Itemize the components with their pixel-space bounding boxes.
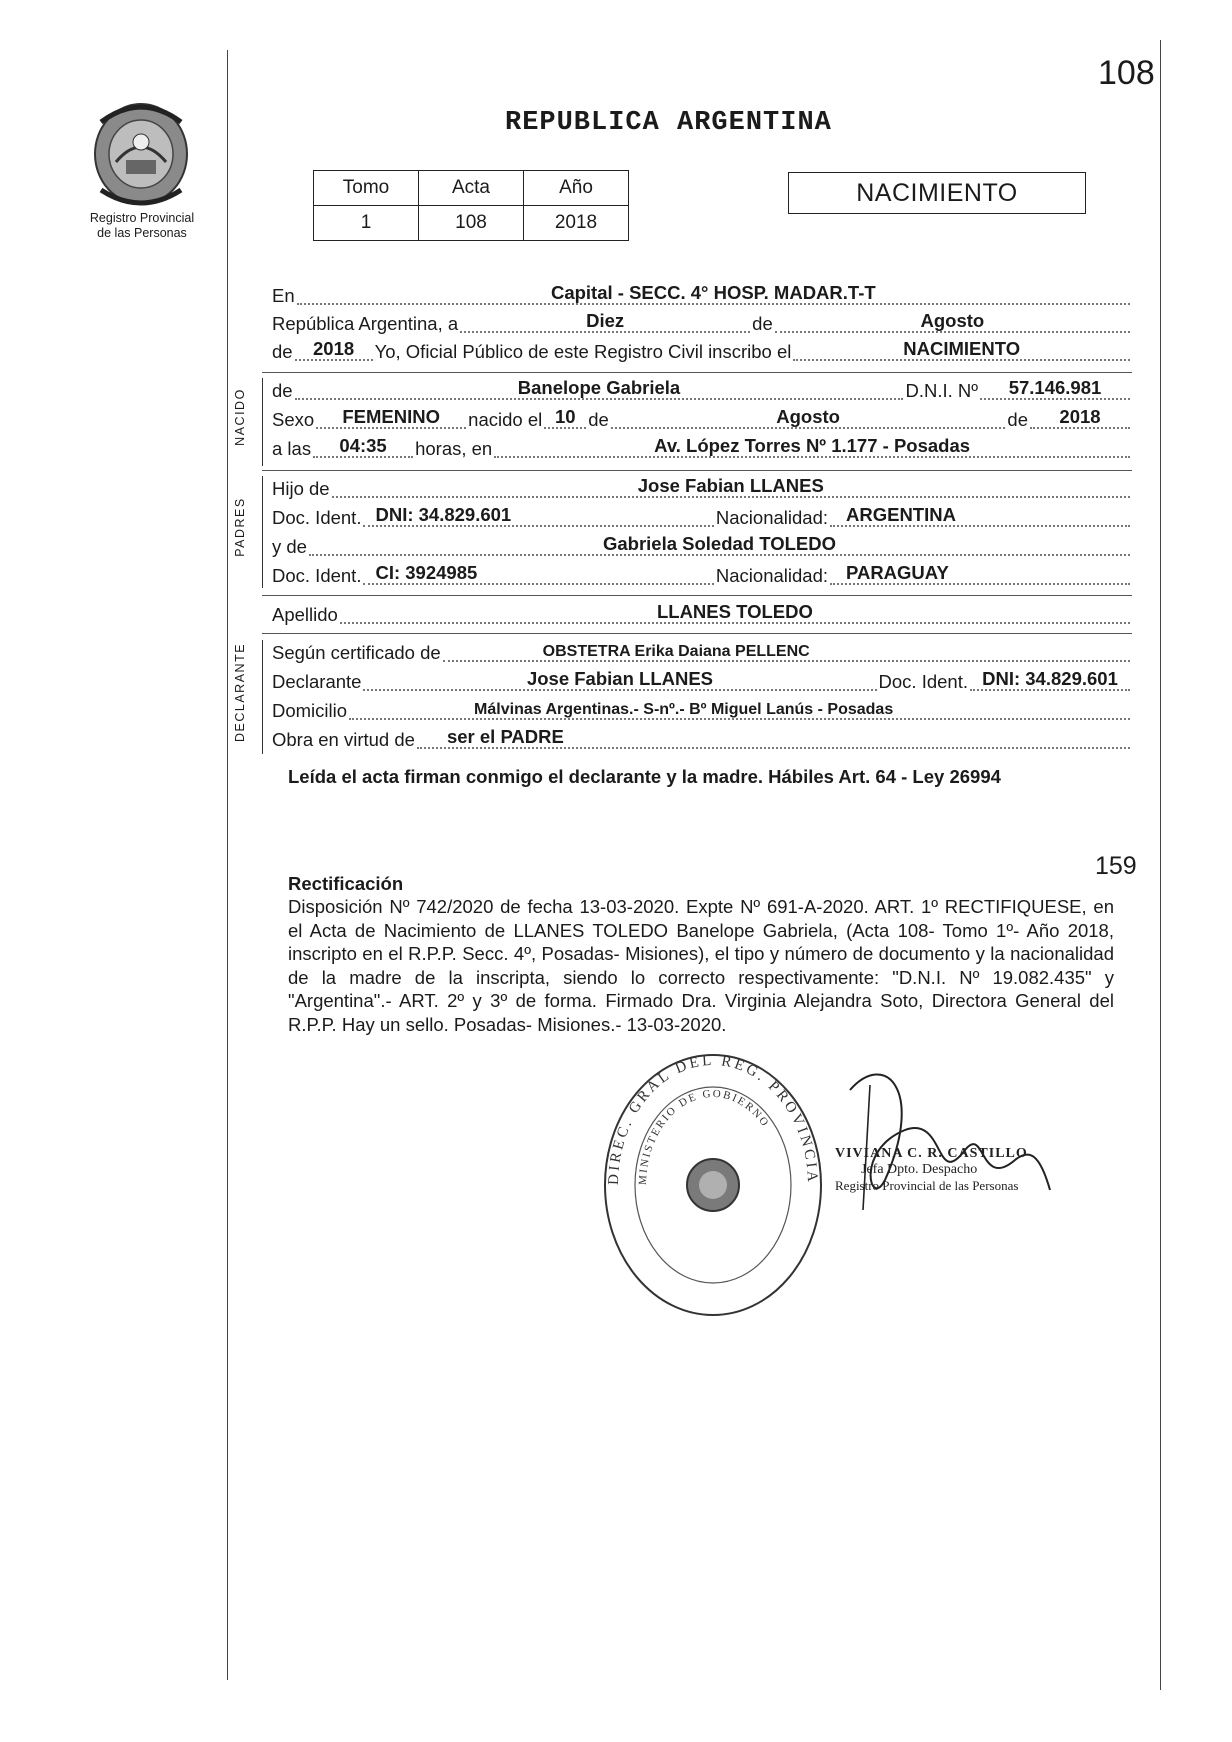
registry-line-2: de las Personas	[97, 226, 187, 240]
folio-number: 159	[1095, 852, 1137, 880]
row-sexo	[272, 407, 1132, 433]
padres-label: PADRES	[233, 497, 247, 557]
birth-de-2: de	[1007, 409, 1028, 430]
left-margin-line	[227, 50, 228, 1680]
row-apellido	[272, 602, 1132, 628]
year-value: 2018	[313, 338, 355, 359]
registry-line-1: Registro Provincial	[89, 211, 195, 225]
republica-label: República Argentina, a	[272, 313, 459, 334]
row-father-doc	[272, 505, 1132, 531]
mother-nationality-label: Nacionalidad:	[715, 565, 828, 586]
birth-de-1: de	[588, 409, 609, 430]
mother-name: Gabriela Soledad TOLEDO	[602, 533, 836, 554]
page-number: 108	[1098, 54, 1155, 92]
declarante-value: Jose Fabian LLANES	[526, 668, 714, 689]
divider	[262, 470, 1132, 471]
seal-inner-text: MINISTERIO DE GOBIERNO	[636, 1087, 772, 1186]
declarante-label: DECLARANTE	[233, 642, 247, 742]
right-margin-line	[1160, 40, 1161, 1690]
father-name: Jose Fabian LLANES	[637, 475, 824, 496]
horas-en-label: horas, en	[415, 438, 493, 459]
row-obra	[272, 727, 1132, 753]
record-table	[313, 170, 629, 241]
sexo-label: Sexo	[272, 409, 315, 430]
closing-note: Leída el acta firman conmigo el declarante y la madre. Hábiles Art. 64 - Ley 26994	[288, 766, 1001, 787]
birth-month: Agosto	[776, 406, 840, 427]
father-nationality-label: Nacionalidad:	[715, 507, 828, 528]
certificado-value: OBSTETRA Erika Daiana PELLENC	[542, 643, 810, 660]
row-hora	[272, 436, 1132, 462]
record-value-tomo: 1	[314, 206, 419, 241]
row-mother-doc	[272, 563, 1132, 589]
signature-block	[835, 1146, 1085, 1194]
rectificacion-body: Disposición Nº 742/2020 de fecha 13-03-2020. Expte Nº 691-A-2020. ART. 1º RECTIFIQUESE, en el Acta de Nacimiento de LLANES TOLEDO Banelope Gabriela, (Acta 108- Tomo 1º- Año 2018, inscripto en el R.P.P. Secc. 4º, Posadas- Misiones), el tipo y número de documento y la nacionalidad de la madre de la inscripta, siendo lo correcto respectivamente: "D.N.I. Nº 19.082.435" y "Argentina".- ART. 2º y 3º de forma. Firmado Dra. Virginia Alejandra Soto, Directora General del R.P.P. Hay un sello. Posadas- Misiones.- 13-03-2020.	[288, 896, 1114, 1035]
row-y-de	[272, 534, 1132, 560]
nacido-bar	[262, 378, 263, 466]
signature-scribble	[815, 1060, 1075, 1220]
divider	[262, 595, 1132, 596]
declarante-name-label: Declarante	[272, 671, 362, 692]
apellido-label: Apellido	[272, 604, 338, 625]
birth-year: 2018	[1059, 406, 1101, 427]
signer-name: VIVIANA C. R. CASTILLO	[835, 1146, 1028, 1161]
inscription-value: NACIMIENTO	[903, 338, 1021, 359]
nacido-el-label: nacido el	[468, 409, 543, 430]
obra-label: Obra en virtud de	[272, 729, 415, 750]
official-seal	[598, 1050, 828, 1320]
record-type-box: NACIMIENTO	[788, 172, 1086, 214]
nombre-label: de	[272, 380, 293, 401]
father-nationality: ARGENTINA	[846, 504, 956, 525]
row-fecha	[272, 311, 1132, 337]
row-en	[272, 283, 1132, 309]
misiones-emblem	[86, 92, 196, 212]
domicilio-label: Domicilio	[272, 700, 348, 721]
official-text: Yo, Oficial Público de este Registro Civil inscribo el	[374, 341, 792, 362]
sexo-value: FEMENINO	[342, 406, 440, 427]
mother-doc-label: Doc. Ident.	[272, 565, 362, 586]
signer-role: Jefa Dpto. Despacho	[861, 1162, 978, 1177]
record-value-anio: 2018	[524, 206, 629, 241]
declarante-doc: DNI: 34.829.601	[982, 668, 1118, 689]
mother-nationality: PARAGUAY	[846, 562, 949, 583]
row-declarante	[272, 669, 1132, 695]
record-header-anio: Año	[524, 171, 629, 206]
father-doc: DNI: 34.829.601	[375, 504, 512, 525]
place-value: Av. López Torres Nº 1.177 - Posadas	[654, 435, 971, 456]
hijo-de-label: Hijo de	[272, 478, 330, 499]
row-nombre	[272, 378, 1132, 404]
birth-day: 10	[554, 406, 576, 427]
domicilio-value: Málvinas Argentinas.- S-nº.- Bº Miguel Lanús - Posadas	[474, 701, 894, 718]
row-hijo-de	[272, 476, 1132, 502]
day-value: Diez	[586, 310, 625, 331]
declarante-doc-label: Doc. Ident.	[878, 671, 968, 692]
country-title: REPUBLICA ARGENTINA	[505, 108, 832, 138]
month-value: Agosto	[920, 310, 985, 331]
time-value: 04:35	[339, 435, 387, 456]
dni-value: 57.146.981	[1008, 377, 1102, 398]
en-label: En	[272, 285, 295, 306]
a-las-label: a las	[272, 438, 312, 459]
seal-outer-text: DIREC. GRAL DEL REG. PROVINCIA	[605, 1052, 821, 1186]
signer-office: Registro Provincial de las Personas	[835, 1178, 1019, 1193]
year-prefix: de	[272, 341, 293, 362]
dni-label: D.N.I. Nº	[905, 380, 978, 401]
divider	[262, 372, 1132, 373]
record-value-acta: 108	[419, 206, 524, 241]
declarante-bar	[262, 640, 263, 754]
padres-bar	[262, 476, 263, 588]
row-certificado	[272, 640, 1132, 666]
mother-doc: CI: 3924985	[375, 562, 478, 583]
row-domicilio	[272, 698, 1132, 724]
rectificacion-title: Rectificación	[288, 873, 404, 894]
certificado-label: Según certificado de	[272, 642, 441, 663]
y-de-label: y de	[272, 536, 307, 557]
record-header-tomo: Tomo	[314, 171, 419, 206]
father-doc-label: Doc. Ident.	[272, 507, 362, 528]
row-inscribo	[272, 339, 1132, 365]
obra-value: ser el PADRE	[446, 726, 564, 747]
record-header-acta: Acta	[419, 171, 524, 206]
registry-caption	[62, 211, 222, 241]
en-value: Capital - SECC. 4° HOSP. MADAR.T-T	[550, 282, 876, 303]
apellido-value: LLANES TOLEDO	[656, 601, 813, 622]
nombre-value: Banelope Gabriela	[517, 377, 681, 398]
de-label: de	[752, 313, 773, 334]
nacido-label: NACIDO	[233, 388, 247, 446]
divider	[262, 633, 1132, 634]
